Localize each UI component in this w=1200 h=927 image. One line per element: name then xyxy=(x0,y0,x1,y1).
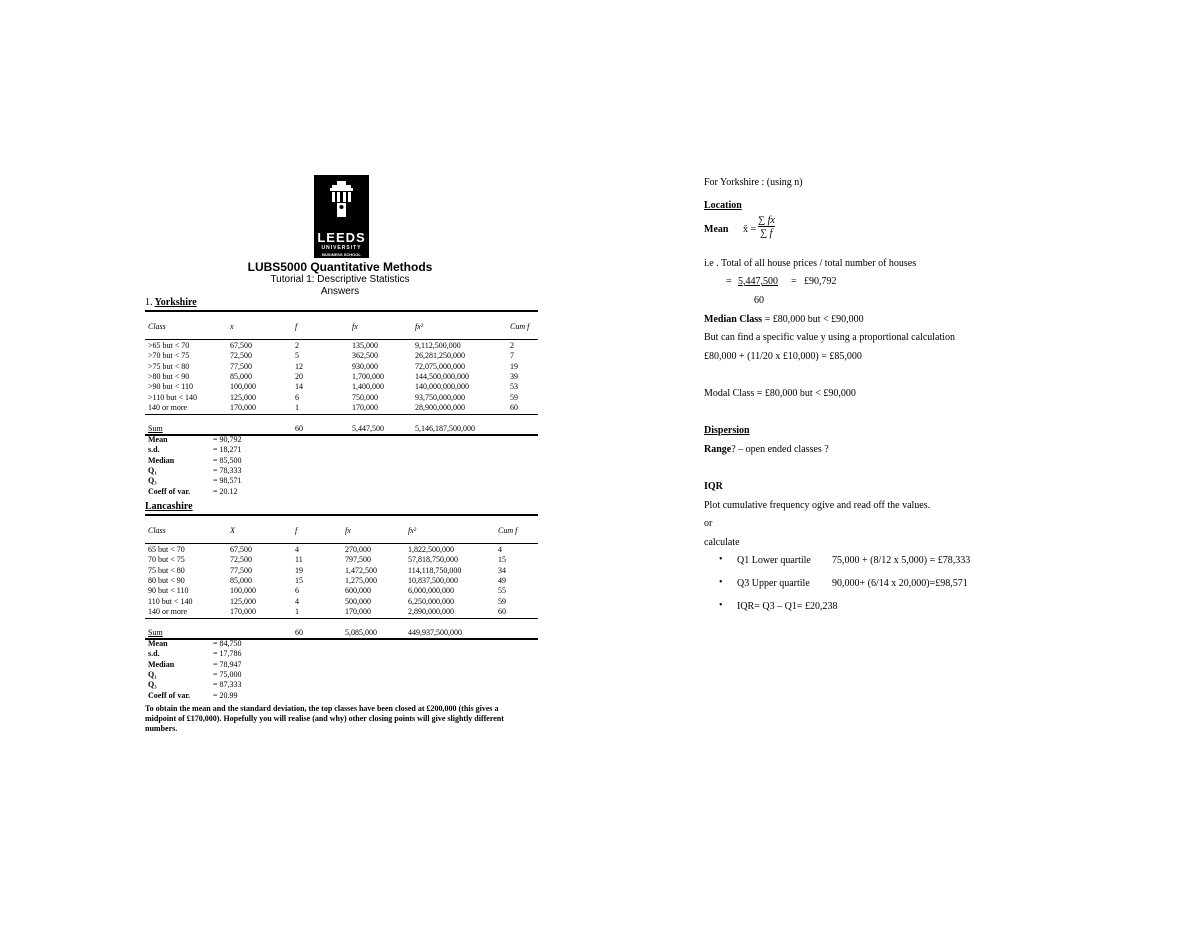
intro-text: For Yorkshire : (using n) xyxy=(704,177,803,188)
table-cell: 28,900,000,000 xyxy=(415,402,465,412)
column-header: fx xyxy=(345,526,351,535)
table-cell: 500,000 xyxy=(345,596,371,606)
table-cell: 930,000 xyxy=(352,361,378,371)
table-cell: 1,700,000 xyxy=(352,371,384,381)
table-cell: 100,000 xyxy=(230,382,256,392)
median-value: = £80,000 but < £90,000 xyxy=(762,314,864,325)
table-cell: 1 xyxy=(295,402,299,412)
column-header: fx xyxy=(352,322,358,331)
range-line xyxy=(704,443,829,456)
table-cell: 77,500 xyxy=(230,565,252,575)
column-header: f xyxy=(295,526,298,535)
table-cell: 1 xyxy=(295,606,299,616)
stat-label: Mean xyxy=(148,639,168,649)
table-cell: 2 xyxy=(510,341,514,350)
range-text: ? – open ended classes ? xyxy=(731,444,829,455)
stat-value: = 78,333 xyxy=(213,466,242,475)
column-header: Cum f xyxy=(510,322,530,331)
table-cell: 49 xyxy=(498,575,506,585)
table-cell: >70 but < 75 xyxy=(148,351,190,361)
yorkshire-heading-text: Yorkshire xyxy=(154,297,197,308)
table-cell: 15 xyxy=(295,575,303,585)
table-cell: 70 but < 75 xyxy=(148,555,185,565)
table-cell: 6,000,000,000 xyxy=(408,586,454,596)
table-cell: 12 xyxy=(295,361,303,371)
table-cell: 1,400,000 xyxy=(352,382,384,392)
table-cell: 170,000 xyxy=(230,402,256,412)
stat-value: = 90,792 xyxy=(213,435,242,445)
iqr-plot-text: Plot cumulative frequency ogive and read off the values. xyxy=(704,500,931,511)
page-subtitle: Tutorial 1: Descriptive Statistics xyxy=(270,274,410,285)
median-note: But can find a specific value y using a proportional calculation xyxy=(704,332,956,343)
table-cell: 9,112,500,000 xyxy=(415,341,461,350)
table-cell: 75 but < 80 xyxy=(148,565,185,575)
table-cell: 59 xyxy=(498,596,506,606)
stat-label: Coeff of var. xyxy=(148,690,191,700)
median-label: Median Class xyxy=(704,314,763,325)
table-cell: 140 or more xyxy=(148,606,188,616)
stat-label: Q₁ xyxy=(148,670,157,679)
table-cell: 85,000 xyxy=(230,575,252,585)
building-icon xyxy=(328,181,355,217)
mean-formula-num: ∑ fx xyxy=(758,215,775,226)
calculate-text: calculate xyxy=(704,537,740,548)
range-label: Range xyxy=(704,444,732,455)
table-cell: 600,000 xyxy=(345,586,371,596)
page-subtitle-answers: Answers xyxy=(320,286,360,297)
stat-value: = 20.12 xyxy=(213,486,238,496)
calc-eq2: = xyxy=(791,276,797,287)
stat-label: s.d. xyxy=(148,445,160,455)
stat-label: Median xyxy=(148,455,175,465)
ie-text: i.e . Total of all house prices / total number of houses xyxy=(704,258,917,269)
table-cell: 90 but < 110 xyxy=(148,586,189,596)
iqr-heading: IQR xyxy=(704,481,723,492)
table-cell: 15 xyxy=(498,555,506,565)
table-cell: 170,000 xyxy=(352,402,378,412)
stat-value: = 87,333 xyxy=(213,680,242,690)
bullet-q3-label: Q3 Upper quartile xyxy=(737,578,810,589)
stat-label: Q₃ xyxy=(148,476,157,486)
table-cell: 60 xyxy=(498,606,506,616)
table-cell: 60 xyxy=(510,402,518,412)
bullet-q1-value: 75,000 + (8/12 x 5,000) = £78,333 xyxy=(832,555,971,566)
bullet-iqr: IQR= Q3 – Q1= £20,238 xyxy=(737,601,838,612)
table-cell: 39 xyxy=(510,371,518,381)
mean-formula-lhs: x̄ = xyxy=(743,224,757,235)
table-cell: 14 xyxy=(295,382,303,392)
table-cell: 19 xyxy=(295,565,303,575)
table-cell: >65 but < 70 xyxy=(148,341,190,350)
table-cell: 6 xyxy=(295,586,299,596)
table-cell: 7 xyxy=(510,351,514,361)
stat-value: = 18,271 xyxy=(213,445,242,455)
column-header: x xyxy=(230,322,234,331)
stat-value: = 78,947 xyxy=(213,659,242,669)
table-cell: 170,000 xyxy=(345,606,371,616)
stat-value: = 17,786 xyxy=(213,649,242,659)
table-cell: 53 xyxy=(510,382,518,392)
median-calc: £80,000 + (11/20 x £10,000) = £85,000 xyxy=(704,351,862,362)
table-cell: 6,250,000,000 xyxy=(408,596,454,606)
median-line xyxy=(704,313,864,326)
table-cell: 4 xyxy=(295,596,299,606)
sum-cell: 5,085,000 xyxy=(345,628,377,638)
yorkshire-top-rule xyxy=(145,310,538,312)
table-cell: 67,500 xyxy=(230,545,252,554)
or-text: or xyxy=(704,518,713,529)
sum-cell: 449,937,500,000 xyxy=(408,628,462,638)
table-cell: 72,075,000,000 xyxy=(415,361,465,371)
bullet-q1-label: Q1 Lower quartile xyxy=(737,555,811,566)
logo-line1: LEEDS xyxy=(317,230,366,245)
column-header: X xyxy=(230,526,235,535)
calc-result: £90,792 xyxy=(804,276,837,287)
sum-cell: 60 xyxy=(295,628,303,638)
body-rule xyxy=(145,414,538,415)
table-cell: 750,000 xyxy=(352,392,378,402)
table-cell: 170,000 xyxy=(230,606,256,616)
table-cell: 110 but < 140 xyxy=(148,596,193,606)
table-cell: 270,000 xyxy=(345,545,371,554)
table-cell: >90 but < 110 xyxy=(148,382,193,392)
table-cell: 26,281,250,000 xyxy=(415,351,465,361)
table-cell: 1,275,000 xyxy=(345,575,377,585)
column-header: Cum f xyxy=(498,526,518,535)
table-cell: 362,500 xyxy=(352,351,378,361)
header-rule xyxy=(145,339,538,340)
table-cell: 1,822,500,000 xyxy=(408,545,454,554)
sum-cell: Sum xyxy=(148,628,163,638)
table-cell: 55 xyxy=(498,586,506,596)
logo-line2: UNIVERSITY xyxy=(321,245,362,251)
table-cell: >75 but < 80 xyxy=(148,361,190,371)
column-header: fx² xyxy=(415,322,424,331)
dispersion-heading: Dispersion xyxy=(704,425,750,436)
modal-class: Modal Class = £80,000 but < £90,000 xyxy=(704,388,856,399)
table-cell: 114,118,750,000 xyxy=(408,565,462,575)
calc-numerator: 5,447,500 xyxy=(738,276,778,287)
lancashire-heading: Lancashire xyxy=(145,501,193,512)
table-cell: 20 xyxy=(295,371,303,381)
yorkshire-heading xyxy=(145,297,197,308)
bullet-icon: • xyxy=(719,600,723,611)
mean-formula-den: ∑ f xyxy=(760,228,773,239)
stat-label: Mean xyxy=(148,435,168,445)
calc-denominator: 60 xyxy=(754,295,764,306)
table-cell: 144,500,000,000 xyxy=(415,371,469,381)
table-cell: 140,000,000,000 xyxy=(415,382,469,392)
table-cell: >110 but < 140 xyxy=(148,392,197,402)
table-cell: 77,500 xyxy=(230,361,252,371)
sum-cell: 5,146,187,500,000 xyxy=(415,424,475,434)
leeds-logo xyxy=(314,175,369,258)
yorkshire-heading-num: 1. xyxy=(145,297,153,308)
calc-eq: = xyxy=(726,276,732,287)
mean-label: Mean xyxy=(704,224,729,235)
table-cell: >80 but < 90 xyxy=(148,371,190,381)
stat-value: = 84,750 xyxy=(213,639,242,649)
stat-value: = 20.99 xyxy=(213,690,238,700)
table-cell: 34 xyxy=(498,565,506,575)
note-line-2: midpoint of £170,000). Hopefully you will realise (and why) other closing points will give slightly different xyxy=(145,714,504,723)
table-cell: 59 xyxy=(510,392,518,402)
bullet-icon: • xyxy=(719,577,723,588)
header-rule xyxy=(145,543,538,544)
lancashire-top-rule xyxy=(145,514,538,516)
table-cell: 11 xyxy=(295,555,303,565)
table-cell: 2,890,000,000 xyxy=(408,606,454,616)
stat-label: s.d. xyxy=(148,649,160,659)
table-cell: 93,750,000,000 xyxy=(415,392,465,402)
table-cell: 4 xyxy=(295,545,299,554)
stat-label: Q₁ xyxy=(148,466,157,475)
table-cell: 5 xyxy=(295,351,299,361)
column-header: Class xyxy=(148,322,166,331)
table-cell: 1,472,500 xyxy=(345,565,377,575)
table-cell: 135,000 xyxy=(352,341,378,350)
table-cell: 100,000 xyxy=(230,586,256,596)
stat-value: = 75,000 xyxy=(213,670,242,679)
table-cell: 125,000 xyxy=(230,392,256,402)
column-header: f xyxy=(295,322,298,331)
table-cell: 140 or more xyxy=(148,402,188,412)
table-cell: 6 xyxy=(295,392,299,402)
sum-cell: 60 xyxy=(295,424,303,434)
column-header: Class xyxy=(148,526,166,535)
table-cell: 85,000 xyxy=(230,371,252,381)
stat-label: Q₃ xyxy=(148,680,157,690)
table-cell: 65 but < 70 xyxy=(148,545,185,554)
sum-cell: Sum xyxy=(148,424,163,434)
bullet-icon: • xyxy=(719,554,723,565)
table-cell: 72,500 xyxy=(230,555,252,565)
table-cell: 19 xyxy=(510,361,518,371)
table-cell: 10,837,500,000 xyxy=(408,575,458,585)
table-cell: 80 but < 90 xyxy=(148,575,185,585)
table-cell: 67,500 xyxy=(230,341,252,350)
note-line-3: numbers. xyxy=(145,724,178,733)
body-rule xyxy=(145,618,538,619)
sum-rule xyxy=(145,638,538,640)
bullet-q3-value: 90,000+ (6/14 x 20,000)=£98,571 xyxy=(832,578,968,589)
table-cell: 72,500 xyxy=(230,351,252,361)
table-cell: 4 xyxy=(498,545,502,554)
table-cell: 2 xyxy=(295,341,299,350)
table-cell: 125,000 xyxy=(230,596,256,606)
sum-cell: 5,447,500 xyxy=(352,424,384,434)
page-title: LUBS5000 Quantitative Methods xyxy=(247,260,433,274)
table-cell: 57,818,750,000 xyxy=(408,555,458,565)
column-header: fx² xyxy=(408,526,417,535)
table-cell: 797,500 xyxy=(345,555,371,565)
stat-label: Median xyxy=(148,659,175,669)
stat-value: = 98,571 xyxy=(213,476,242,486)
sum-rule xyxy=(145,434,538,436)
stat-label: Coeff of var. xyxy=(148,486,191,496)
logo-line3: BUSINESS SCHOOL xyxy=(322,252,361,257)
location-heading: Location xyxy=(704,200,742,211)
note-line-1: To obtain the mean and the standard deviation, the top classes have been closed at £200,000 (this gives a xyxy=(145,704,499,713)
stat-value: = 85,500 xyxy=(213,455,242,465)
